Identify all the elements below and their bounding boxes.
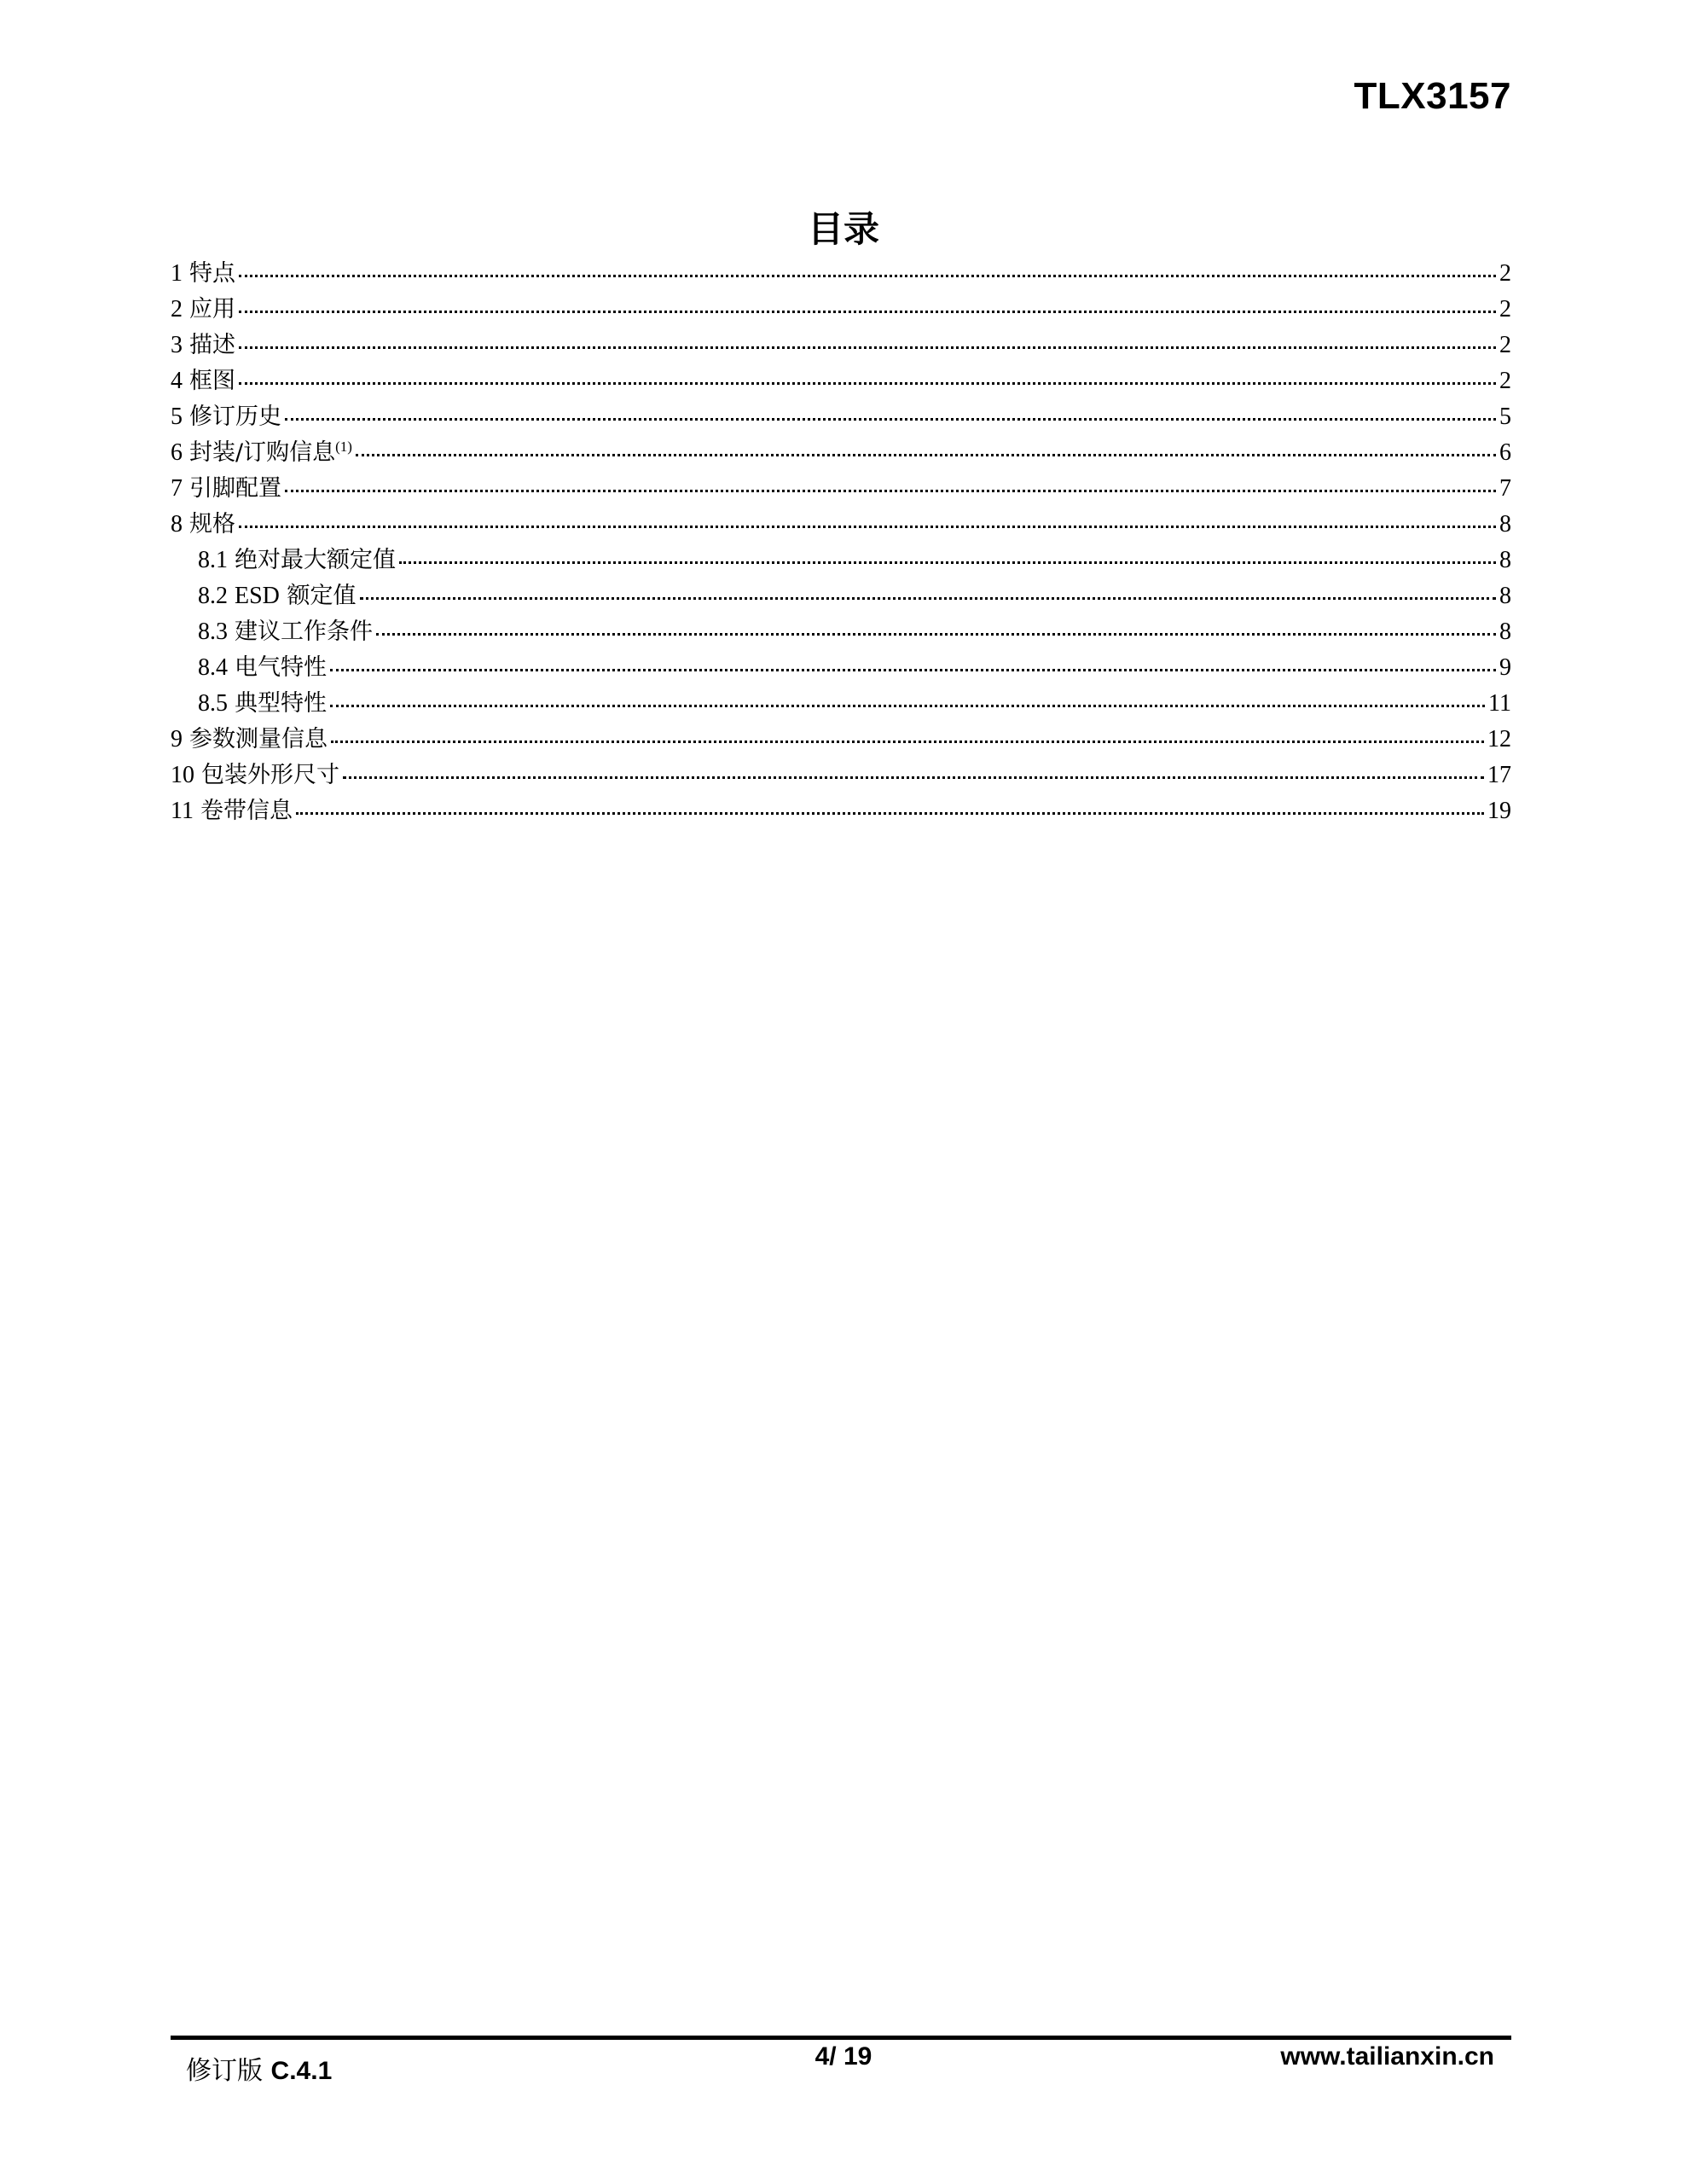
toc-entry-number: 8.3 <box>198 619 228 645</box>
toc-entry-number: 1 <box>171 260 183 287</box>
toc-entry[interactable] <box>171 399 1511 435</box>
footer-page-indicator: 4/ 19 <box>815 2042 872 2071</box>
toc-entry-number: 7 <box>171 475 183 502</box>
toc-entry-label: 描述 <box>189 332 235 358</box>
toc-dot-leader <box>331 739 1484 743</box>
toc-entry-page: 8 <box>1499 511 1511 537</box>
toc-dot-leader <box>239 309 1496 313</box>
toc-entry-number: 3 <box>171 332 183 358</box>
toc-entry-label: 绝对最大额定值 <box>235 547 396 573</box>
toc-entry-label: 卷带信息 <box>200 798 293 824</box>
toc-dot-leader <box>376 631 1496 636</box>
footer-website-link[interactable]: www.tailianxin.cn <box>1280 2042 1494 2071</box>
toc-entry-number: 6 <box>171 439 183 466</box>
toc-entry-label <box>235 578 357 614</box>
toc-entry-label: 应用 <box>189 296 235 322</box>
toc-entry-number: 8.4 <box>198 654 228 681</box>
footer-revision-value: C.4.1 <box>270 2057 333 2085</box>
toc-entry-label: 框图 <box>189 368 235 394</box>
toc-dot-leader <box>285 416 1496 421</box>
toc-entry-page: 8 <box>1499 583 1511 609</box>
toc-dot-leader <box>330 667 1496 671</box>
toc-entry-number: 8.5 <box>198 690 228 717</box>
toc-dot-leader <box>296 810 1484 815</box>
toc-entry-number: 2 <box>171 296 183 322</box>
toc-dot-leader <box>343 775 1484 779</box>
footer-divider <box>171 2036 1511 2040</box>
toc-dot-leader <box>239 380 1496 385</box>
toc-entry-label: 特点 <box>189 260 235 287</box>
toc-entry[interactable] <box>171 722 1511 758</box>
toc-entry-label: 修订历史 <box>189 404 281 430</box>
toc-entry-page: 7 <box>1499 475 1511 502</box>
toc-entry-number: 11 <box>171 798 194 824</box>
toc-entry-page: 2 <box>1499 260 1511 287</box>
toc-dot-leader <box>399 560 1496 564</box>
toc-entry[interactable] <box>171 507 1511 543</box>
toc-subentry[interactable] <box>171 614 1511 650</box>
toc-entry-number: 8 <box>171 511 183 537</box>
toc-subentry[interactable] <box>171 650 1511 686</box>
toc-entry[interactable] <box>171 758 1511 793</box>
toc-entry[interactable] <box>171 471 1511 507</box>
toc-entry-number: 8.2 <box>198 583 228 609</box>
toc-entry[interactable] <box>171 292 1511 328</box>
footer-revision-label: 修订版 <box>186 2056 263 2086</box>
toc-entry-label: 电气特性 <box>235 654 327 681</box>
toc-title: 目录 <box>807 208 879 250</box>
table-of-contents <box>171 256 1511 829</box>
toc-entry-label-latin: ESD <box>235 583 280 609</box>
toc-dot-leader <box>330 703 1485 707</box>
toc-entry-page: 17 <box>1487 762 1511 788</box>
toc-entry-number: 5 <box>171 404 183 430</box>
toc-entry-number: 8.1 <box>198 547 228 573</box>
toc-entry[interactable] <box>171 435 1511 471</box>
toc-dot-leader <box>239 524 1496 528</box>
toc-entry-label-text: 额定值 <box>287 583 357 609</box>
toc-entry-page: 2 <box>1499 296 1511 322</box>
toc-entry-page: 9 <box>1499 654 1511 681</box>
toc-entry-label: 引脚配置 <box>189 475 281 502</box>
toc-dot-leader <box>239 345 1496 349</box>
toc-entry-page: 12 <box>1487 726 1511 752</box>
toc-entry-label: 包装外形尺寸 <box>201 762 339 788</box>
toc-entry-page: 19 <box>1487 798 1511 824</box>
toc-entry-page: 8 <box>1499 619 1511 645</box>
toc-entry-number: 9 <box>171 726 183 752</box>
toc-dot-leader <box>360 595 1497 600</box>
toc-entry[interactable] <box>171 328 1511 363</box>
toc-entry-page: 2 <box>1499 332 1511 358</box>
toc-entry-number: 10 <box>171 762 194 788</box>
toc-entry[interactable] <box>171 793 1511 829</box>
toc-subentry[interactable] <box>171 578 1511 614</box>
toc-dot-leader <box>285 488 1496 492</box>
toc-entry[interactable] <box>171 256 1511 292</box>
toc-entry-page: 11 <box>1488 690 1511 717</box>
toc-dot-leader <box>239 273 1496 277</box>
toc-entry-page: 5 <box>1499 404 1511 430</box>
toc-entry-label: 典型特性 <box>235 690 327 717</box>
toc-entry-page: 6 <box>1499 439 1511 466</box>
toc-entry-page: 8 <box>1499 547 1511 573</box>
toc-entry-label: 规格 <box>189 511 235 537</box>
toc-entry-label: 参数测量信息 <box>189 726 328 752</box>
toc-entry-label: 建议工作条件 <box>235 619 373 645</box>
toc-entry-label <box>189 435 352 471</box>
toc-entry-page: 2 <box>1499 368 1511 394</box>
toc-entry-label-text: 封装/订购信息 <box>189 439 336 466</box>
document-product-header: TLX3157 <box>1354 75 1511 117</box>
toc-entry[interactable] <box>171 363 1511 399</box>
toc-subentry[interactable] <box>171 543 1511 578</box>
footnote-marker: (1) <box>335 439 352 455</box>
toc-dot-leader <box>356 452 1496 456</box>
toc-entry-number: 4 <box>171 368 183 394</box>
toc-subentry[interactable] <box>171 686 1511 722</box>
